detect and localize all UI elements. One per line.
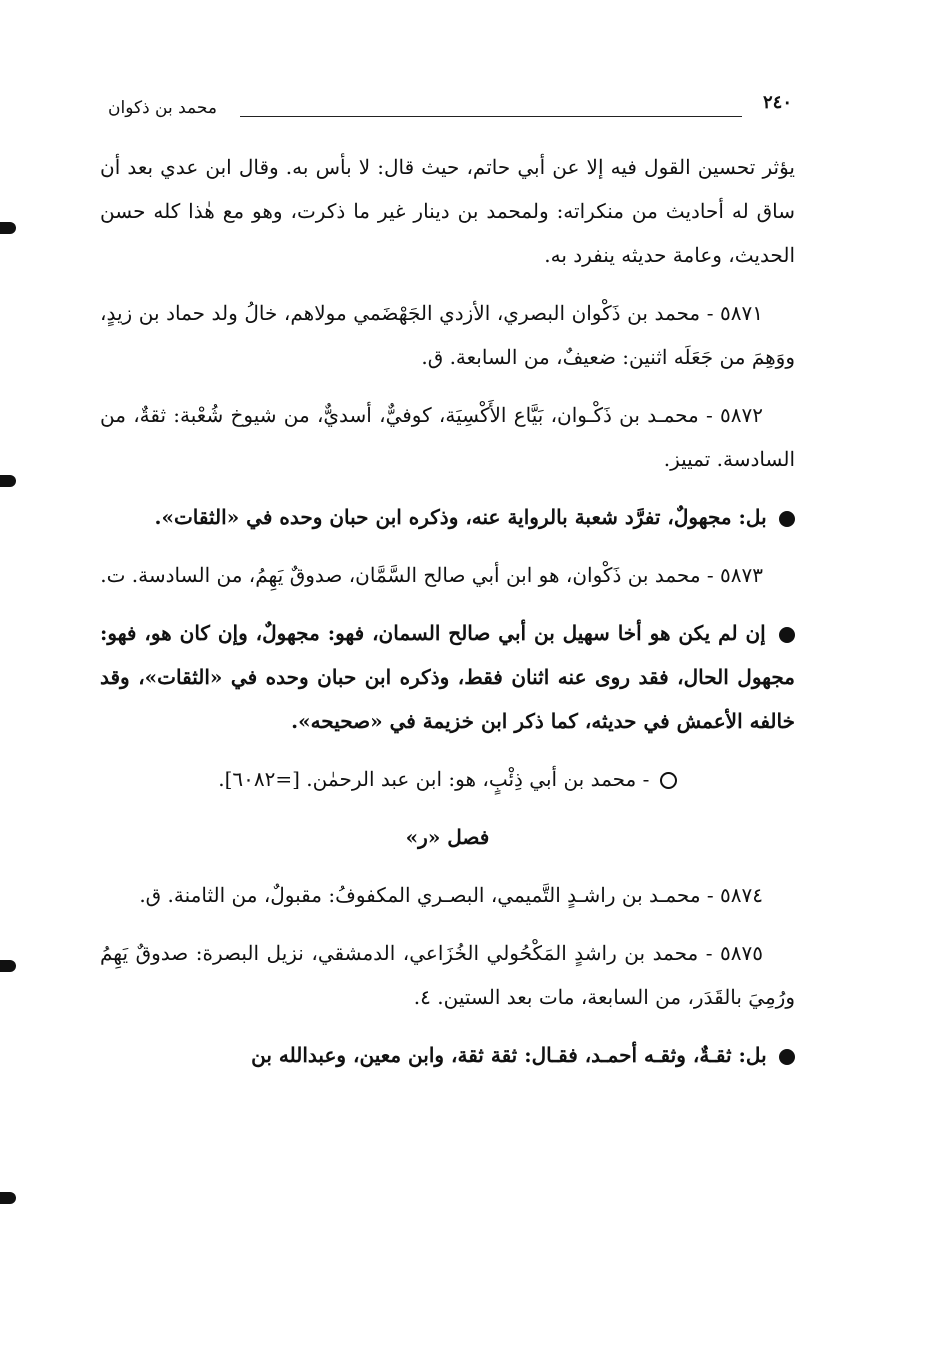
continuation-paragraph (100, 145, 795, 277)
hollow-circle-icon (660, 772, 677, 789)
entry-text: محمد بن راشدٍ المَكْحُولي الخُزَاعي، الدمشقي، نزيل البصرة: صدوقٌ يَهِمُ ورُمِيَ بالقَدَر، من السابعة، مات بعد الستين. ٤. (100, 941, 795, 1009)
page-number: ٢٤٠ (762, 92, 792, 113)
comment-text: إن لم يكن هو أخا سهيل بن أبي صالح السمان، فهو: مجهولٌ، وإن كان هو، فهو: مجهول الحال، فقد روى عنه اثنان فقط، وذكره ابن حبان وحده في «الثقات»، وقد خالفه الأعمش في حديثه، كما ذكر ابن خزيمة في «صحيحه». (100, 621, 795, 733)
entry-5875: ٥٨٧٥ - محمد بن راشدٍ المَكْحُولي الخُزَاعي، الدمشقي، نزيل البصرة: صدوقٌ يَهِمُ ورُمِيَ بالقَدَر، من السابعة، مات بعد الستين. ٤. (100, 941, 795, 1009)
margin-mark (0, 475, 16, 487)
page-header (108, 92, 792, 122)
comment-5875 (100, 1033, 795, 1077)
filled-bullet-icon (779, 627, 795, 643)
comment-text: بل: ثقـةٌ، وثقـه أحمـد، فقـال: ثقة ثقة، وابن معين، وعبدالله بن (251, 1043, 767, 1067)
entry-number: ٥٨٧١ (720, 301, 763, 325)
header-rule (240, 116, 742, 117)
running-title: محمد بن ذكوان (108, 98, 217, 118)
entry-5874: ٥٨٧٤ - محمـد بن راشـدٍ التَّميمي، البصـري المكفوفُ: مقبولٌ، من الثامنة. ق. (139, 883, 763, 907)
entry-number: ٥٨٧٥ (720, 941, 763, 965)
entry-5873: ٥٨٧٣ - محمد بن ذَكْوان، هو ابن أبي صالح السَّمَّان، صدوقٌ يَهِمُ، من السادسة. ت. (100, 563, 763, 587)
filled-bullet-icon (779, 511, 795, 527)
margin-mark (0, 222, 16, 234)
entry-text: محمد بن ذَكْوان، هو ابن أبي صالح السَّمَّان، صدوقٌ يَهِمُ، من السادسة. ت. (100, 563, 701, 587)
comment-text: بل: مجهولٌ، تفرَّد شعبة بالرواية عنه، وذكره ابن حبان وحده في «الثقات». (154, 505, 767, 529)
entry-number: ٥٨٧٢ (720, 403, 763, 427)
comment-5873 (100, 611, 795, 743)
page-body (100, 145, 795, 1091)
entry-number: ٥٨٧٤ (720, 883, 763, 907)
entry-5872: ٥٨٧٢ - محمـد بن ذَكْـوان، بَيَّاع الأَكْسِيَة، كوفيٌّ، أسديٌّ، من شيوخ شُعْبة: ثقةٌ، من السادسة. تمييز. (100, 403, 795, 471)
cross-reference-text: - محمد بن أبي ذِئْبٍ، هو: ابن عبد الرحمٰن. [=٦٠٨٢]. (218, 767, 650, 791)
entry-text: محمـد بن ذَكْـوان، بَيَّاع الأَكْسِيَة، كوفيٌّ، أسديٌّ، من شيوخ شُعْبة: ثقةٌ، من السادسة. تمييز. (100, 403, 795, 471)
entry-5871: ٥٨٧١ - محمد بن ذَكْوان البصري، الأزدي الجَهْضَمي مولاهم، خالُ ولد حماد بن زيدٍ، ووَهِمَ من جَعَلَه اثنين: ضعيفٌ، من السابعة. ق. (100, 301, 795, 369)
entry-text: محمد بن ذَكْوان البصري، الأزدي الجَهْضَمي مولاهم، خالُ ولد حماد بن زيدٍ، ووَهِمَ من جَعَلَه اثنين: ضعيفٌ، من السابعة. ق. (100, 301, 795, 369)
paragraph-text: يؤثر تحسين القول فيه إلا عن أبي حاتم، حيث قال: لا بأس به. وقال ابن عدي بعد أن ساق له أحاديث من منكراته: ولمحمد بن دينار غير ما ذكرت، وهو مع هٰذا كله حسن الحديث، وعامة حديثه ينفرد به. (100, 155, 795, 267)
filled-bullet-icon (779, 1049, 795, 1065)
comment-5872 (100, 495, 795, 539)
cross-reference (100, 757, 795, 801)
section-title: فصل «ر» (405, 825, 490, 849)
margin-mark (0, 960, 16, 972)
entry-text: محمـد بن راشـدٍ التَّميمي، البصـري المكفوفُ: مقبولٌ، من الثامنة. ق. (139, 883, 701, 907)
margin-mark (0, 1192, 16, 1204)
entry-number: ٥٨٧٣ (720, 563, 763, 587)
